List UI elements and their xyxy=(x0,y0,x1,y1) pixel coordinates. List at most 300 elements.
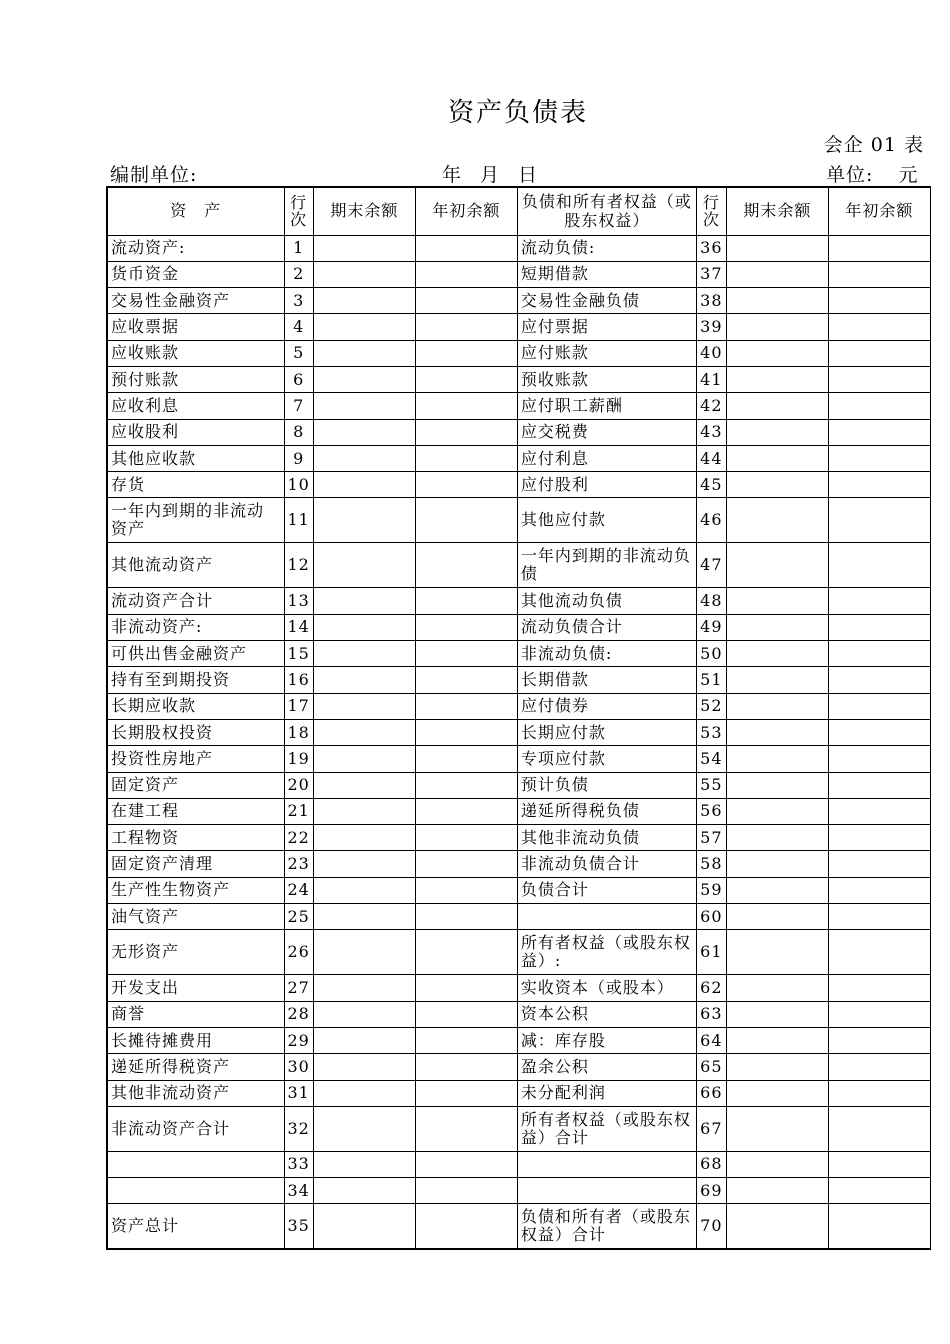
liability-end-balance-cell[interactable] xyxy=(726,235,828,261)
asset-end-balance-cell[interactable] xyxy=(313,366,415,392)
liability-end-balance-cell[interactable] xyxy=(726,877,828,903)
liability-item-label: 其他应付款 xyxy=(517,498,696,543)
asset-row-no: 1 xyxy=(284,235,313,261)
asset-begin-balance-cell[interactable] xyxy=(415,719,517,745)
asset-end-balance-cell[interactable] xyxy=(313,825,415,851)
asset-end-balance-cell[interactable] xyxy=(313,904,415,930)
asset-row-no: 30 xyxy=(284,1054,313,1080)
liability-row-no: 70 xyxy=(696,1204,726,1249)
asset-begin-balance-cell[interactable] xyxy=(415,975,517,1001)
asset-item-label: 长期股权投资 xyxy=(107,719,284,745)
liability-end-balance-cell[interactable] xyxy=(726,1054,828,1080)
liability-end-balance-cell[interactable] xyxy=(726,772,828,798)
table-row xyxy=(107,340,930,366)
asset-end-balance-cell[interactable] xyxy=(313,772,415,798)
liability-item-label xyxy=(517,904,696,930)
asset-item-label: 其他非流动资产 xyxy=(107,1080,284,1106)
asset-item-label: 长期应收款 xyxy=(107,693,284,719)
asset-end-balance-cell[interactable] xyxy=(313,746,415,772)
asset-begin-balance-cell[interactable] xyxy=(415,261,517,287)
table-row xyxy=(107,543,930,588)
liability-begin-balance-cell[interactable] xyxy=(828,772,930,798)
liability-end-balance-cell[interactable] xyxy=(726,1080,828,1106)
liability-item-label: 所有者权益（或股东权 益）合计 xyxy=(517,1106,696,1151)
liability-end-balance-cell[interactable] xyxy=(726,825,828,851)
table-row xyxy=(107,693,930,719)
asset-item-label: 预付账款 xyxy=(107,366,284,392)
liability-row-no: 44 xyxy=(696,445,726,471)
liability-end-balance-cell[interactable] xyxy=(726,1027,828,1053)
liability-item-label: 实收资本（或股本） xyxy=(517,975,696,1001)
asset-end-balance-cell[interactable] xyxy=(313,975,415,1001)
liability-end-balance-cell[interactable] xyxy=(726,261,828,287)
asset-end-balance-cell[interactable] xyxy=(313,851,415,877)
table-row xyxy=(107,314,930,340)
asset-end-balance-cell[interactable] xyxy=(313,1178,415,1204)
asset-item-label: 商誉 xyxy=(107,1001,284,1027)
asset-item-label: 应收票据 xyxy=(107,314,284,340)
asset-row-no: 11 xyxy=(284,498,313,543)
liability-begin-balance-cell[interactable] xyxy=(828,641,930,667)
asset-row-no: 16 xyxy=(284,667,313,693)
asset-begin-balance-cell[interactable] xyxy=(415,877,517,903)
liability-begin-balance-cell[interactable] xyxy=(828,930,930,975)
asset-item-label xyxy=(107,1178,284,1204)
asset-end-balance-cell[interactable] xyxy=(313,1054,415,1080)
liability-begin-balance-cell[interactable] xyxy=(828,1080,930,1106)
liability-begin-balance-cell[interactable] xyxy=(828,340,930,366)
asset-begin-balance-cell[interactable] xyxy=(415,366,517,392)
liability-begin-balance-cell[interactable] xyxy=(828,825,930,851)
asset-begin-balance-cell[interactable] xyxy=(415,288,517,314)
asset-row-no: 4 xyxy=(284,314,313,340)
table-row xyxy=(107,1080,930,1106)
liability-end-balance-cell[interactable] xyxy=(726,1106,828,1151)
liability-end-balance-cell[interactable] xyxy=(726,746,828,772)
table-row xyxy=(107,1178,930,1204)
asset-begin-balance-cell[interactable] xyxy=(415,340,517,366)
liability-row-no: 38 xyxy=(696,288,726,314)
liability-item-label: 负债合计 xyxy=(517,877,696,903)
asset-item-label: 资产总计 xyxy=(107,1204,284,1249)
asset-end-balance-cell[interactable] xyxy=(313,1151,415,1177)
liability-item-label: 减：库存股 xyxy=(517,1027,696,1053)
header-assets: 资 产 xyxy=(107,187,284,235)
table-row xyxy=(107,614,930,640)
header-end-balance: 期末余额 xyxy=(313,187,415,235)
liability-item-label: 流动负债合计 xyxy=(517,614,696,640)
liability-begin-balance-cell[interactable] xyxy=(828,1027,930,1053)
liability-row-no: 39 xyxy=(696,314,726,340)
asset-item-label: 交易性金融资产 xyxy=(107,288,284,314)
table-row xyxy=(107,366,930,392)
liability-end-balance-cell[interactable] xyxy=(726,614,828,640)
asset-item-label: 一年内到期的非流动资产 xyxy=(107,498,284,543)
table-row xyxy=(107,235,930,261)
liability-end-balance-cell[interactable] xyxy=(726,498,828,543)
asset-begin-balance-cell[interactable] xyxy=(415,235,517,261)
asset-begin-balance-cell[interactable] xyxy=(415,393,517,419)
asset-end-balance-cell[interactable] xyxy=(313,930,415,975)
asset-begin-balance-cell[interactable] xyxy=(415,746,517,772)
liability-item-label: 流动负债: xyxy=(517,235,696,261)
asset-item-label: 货币资金 xyxy=(107,261,284,287)
liability-row-no: 69 xyxy=(696,1178,726,1204)
liability-end-balance-cell[interactable] xyxy=(726,366,828,392)
asset-begin-balance-cell[interactable] xyxy=(415,693,517,719)
asset-item-label: 持有至到期投资 xyxy=(107,667,284,693)
liability-begin-balance-cell[interactable] xyxy=(828,472,930,498)
form-code: 会企 01 表 xyxy=(823,134,924,156)
liability-item-label: 预计负债 xyxy=(517,772,696,798)
asset-begin-balance-cell[interactable] xyxy=(415,1054,517,1080)
liability-end-balance-cell[interactable] xyxy=(726,1204,828,1249)
liability-item-label: 应付利息 xyxy=(517,445,696,471)
asset-begin-balance-cell[interactable] xyxy=(415,419,517,445)
liability-item-label: 长期应付款 xyxy=(517,719,696,745)
table-row xyxy=(107,261,930,287)
liability-item-label: 应付股利 xyxy=(517,472,696,498)
asset-begin-balance-cell[interactable] xyxy=(415,1027,517,1053)
asset-item-label: 长摊待摊费用 xyxy=(107,1027,284,1053)
liability-begin-balance-cell[interactable] xyxy=(828,1106,930,1151)
asset-end-balance-cell[interactable] xyxy=(313,719,415,745)
asset-row-no: 19 xyxy=(284,746,313,772)
asset-row-no: 15 xyxy=(284,641,313,667)
liability-begin-balance-cell[interactable] xyxy=(828,288,930,314)
header-begin-balance-2: 年初余额 xyxy=(828,187,930,235)
liability-begin-balance-cell[interactable] xyxy=(828,261,930,287)
liability-end-balance-cell[interactable] xyxy=(726,851,828,877)
asset-begin-balance-cell[interactable] xyxy=(415,667,517,693)
asset-item-label: 生产性生物资产 xyxy=(107,877,284,903)
asset-end-balance-cell[interactable] xyxy=(313,693,415,719)
asset-end-balance-cell[interactable] xyxy=(313,1001,415,1027)
asset-end-balance-cell[interactable] xyxy=(313,445,415,471)
asset-item-label: 应收股利 xyxy=(107,419,284,445)
liability-begin-balance-cell[interactable] xyxy=(828,798,930,824)
liability-row-no: 58 xyxy=(696,851,726,877)
liability-end-balance-cell[interactable] xyxy=(726,445,828,471)
asset-end-balance-cell[interactable] xyxy=(313,314,415,340)
table-row xyxy=(107,393,930,419)
liability-begin-balance-cell[interactable] xyxy=(828,445,930,471)
liability-end-balance-cell[interactable] xyxy=(726,588,828,614)
table-row xyxy=(107,904,930,930)
asset-begin-balance-cell[interactable] xyxy=(415,498,517,543)
liability-end-balance-cell[interactable] xyxy=(726,393,828,419)
asset-begin-balance-cell[interactable] xyxy=(415,314,517,340)
liability-item-label xyxy=(517,1178,696,1204)
liability-item-label: 预收账款 xyxy=(517,366,696,392)
liability-begin-balance-cell[interactable] xyxy=(828,975,930,1001)
asset-row-no: 18 xyxy=(284,719,313,745)
asset-begin-balance-cell[interactable] xyxy=(415,1178,517,1204)
liability-begin-balance-cell[interactable] xyxy=(828,1204,930,1249)
liability-row-no: 47 xyxy=(696,543,726,588)
asset-begin-balance-cell[interactable] xyxy=(415,641,517,667)
asset-end-balance-cell[interactable] xyxy=(313,235,415,261)
asset-end-balance-cell[interactable] xyxy=(313,261,415,287)
liability-begin-balance-cell[interactable] xyxy=(828,693,930,719)
table-row xyxy=(107,975,930,1001)
liability-row-no: 49 xyxy=(696,614,726,640)
asset-begin-balance-cell[interactable] xyxy=(415,588,517,614)
liability-item-label: 应付债券 xyxy=(517,693,696,719)
asset-item-label: 在建工程 xyxy=(107,798,284,824)
liability-item-label: 盈余公积 xyxy=(517,1054,696,1080)
asset-end-balance-cell[interactable] xyxy=(313,1027,415,1053)
liability-end-balance-cell[interactable] xyxy=(726,641,828,667)
liability-row-no: 43 xyxy=(696,419,726,445)
liability-end-balance-cell[interactable] xyxy=(726,543,828,588)
liability-row-no: 66 xyxy=(696,1080,726,1106)
asset-item-label: 无形资产 xyxy=(107,930,284,975)
asset-begin-balance-cell[interactable] xyxy=(415,472,517,498)
asset-end-balance-cell[interactable] xyxy=(313,543,415,588)
asset-end-balance-cell[interactable] xyxy=(313,288,415,314)
asset-end-balance-cell[interactable] xyxy=(313,588,415,614)
table-row xyxy=(107,588,930,614)
liability-end-balance-cell[interactable] xyxy=(726,288,828,314)
liability-begin-balance-cell[interactable] xyxy=(828,366,930,392)
table-row xyxy=(107,1204,930,1249)
liability-item-label: 应交税费 xyxy=(517,419,696,445)
header-row xyxy=(107,187,930,235)
asset-item-label: 开发支出 xyxy=(107,975,284,1001)
liability-item-label: 专项应付款 xyxy=(517,746,696,772)
liability-begin-balance-cell[interactable] xyxy=(828,746,930,772)
liability-item-label: 其他流动负债 xyxy=(517,588,696,614)
liability-row-no: 54 xyxy=(696,746,726,772)
table-row xyxy=(107,472,930,498)
table-row xyxy=(107,851,930,877)
asset-row-no: 2 xyxy=(284,261,313,287)
table-row xyxy=(107,719,930,745)
asset-end-balance-cell[interactable] xyxy=(313,641,415,667)
liability-begin-balance-cell[interactable] xyxy=(828,719,930,745)
table-row xyxy=(107,746,930,772)
asset-row-no: 10 xyxy=(284,472,313,498)
liability-begin-balance-cell[interactable] xyxy=(828,419,930,445)
liability-row-no: 62 xyxy=(696,975,726,1001)
asset-end-balance-cell[interactable] xyxy=(313,340,415,366)
liability-begin-balance-cell[interactable] xyxy=(828,1178,930,1204)
liability-end-balance-cell[interactable] xyxy=(726,693,828,719)
liability-begin-balance-cell[interactable] xyxy=(828,543,930,588)
asset-item-label: 投资性房地产 xyxy=(107,746,284,772)
liability-item-label: 应付账款 xyxy=(517,340,696,366)
liability-end-balance-cell[interactable] xyxy=(726,719,828,745)
liability-item-label: 负债和所有者（或股东权益）合计 xyxy=(517,1204,696,1249)
liability-item-label: 应付职工薪酬 xyxy=(517,393,696,419)
asset-item-label xyxy=(107,1151,284,1177)
table-row xyxy=(107,877,930,903)
asset-row-no: 8 xyxy=(284,419,313,445)
liability-row-no: 51 xyxy=(696,667,726,693)
liability-begin-balance-cell[interactable] xyxy=(828,498,930,543)
liability-begin-balance-cell[interactable] xyxy=(828,667,930,693)
asset-begin-balance-cell[interactable] xyxy=(415,445,517,471)
asset-begin-balance-cell[interactable] xyxy=(415,1204,517,1249)
liability-end-balance-cell[interactable] xyxy=(726,904,828,930)
asset-end-balance-cell[interactable] xyxy=(313,1204,415,1249)
liability-begin-balance-cell[interactable] xyxy=(828,235,930,261)
asset-item-label: 流动资产合计 xyxy=(107,588,284,614)
asset-begin-balance-cell[interactable] xyxy=(415,798,517,824)
liability-row-no: 53 xyxy=(696,719,726,745)
asset-begin-balance-cell[interactable] xyxy=(415,1001,517,1027)
asset-end-balance-cell[interactable] xyxy=(313,393,415,419)
table-row xyxy=(107,667,930,693)
asset-item-label: 其他应收款 xyxy=(107,445,284,471)
asset-end-balance-cell[interactable] xyxy=(313,472,415,498)
asset-row-no: 20 xyxy=(284,772,313,798)
header-row-no: 行次 xyxy=(284,187,313,235)
liability-begin-balance-cell[interactable] xyxy=(828,904,930,930)
liability-end-balance-cell[interactable] xyxy=(726,975,828,1001)
liability-begin-balance-cell[interactable] xyxy=(828,393,930,419)
liability-begin-balance-cell[interactable] xyxy=(828,614,930,640)
asset-end-balance-cell[interactable] xyxy=(313,614,415,640)
liability-begin-balance-cell[interactable] xyxy=(828,851,930,877)
liability-item-label: 资本公积 xyxy=(517,1001,696,1027)
table-row xyxy=(107,419,930,445)
liability-begin-balance-cell[interactable] xyxy=(828,1001,930,1027)
table-row xyxy=(107,1054,930,1080)
asset-end-balance-cell[interactable] xyxy=(313,1106,415,1151)
liability-item-label: 递延所得税负债 xyxy=(517,798,696,824)
asset-row-no: 5 xyxy=(284,340,313,366)
header-end-balance-2: 期末余额 xyxy=(726,187,828,235)
table-row xyxy=(107,1001,930,1027)
asset-row-no: 27 xyxy=(284,975,313,1001)
liability-end-balance-cell[interactable] xyxy=(726,1001,828,1027)
liability-row-no: 67 xyxy=(696,1106,726,1151)
liability-end-balance-cell[interactable] xyxy=(726,1178,828,1204)
liability-row-no: 50 xyxy=(696,641,726,667)
liability-end-balance-cell[interactable] xyxy=(726,472,828,498)
asset-end-balance-cell[interactable] xyxy=(313,877,415,903)
liability-row-no: 41 xyxy=(696,366,726,392)
liability-end-balance-cell[interactable] xyxy=(726,930,828,975)
asset-row-no: 25 xyxy=(284,904,313,930)
asset-begin-balance-cell[interactable] xyxy=(415,1151,517,1177)
asset-row-no: 22 xyxy=(284,825,313,851)
asset-row-no: 29 xyxy=(284,1027,313,1053)
asset-item-label: 工程物资 xyxy=(107,825,284,851)
asset-row-no: 32 xyxy=(284,1106,313,1151)
liability-item-label: 未分配利润 xyxy=(517,1080,696,1106)
liability-row-no: 45 xyxy=(696,472,726,498)
liability-end-balance-cell[interactable] xyxy=(726,667,828,693)
liability-begin-balance-cell[interactable] xyxy=(828,1151,930,1177)
asset-item-label: 固定资产 xyxy=(107,772,284,798)
liability-row-no: 48 xyxy=(696,588,726,614)
currency-unit-label: 单位: 元 xyxy=(826,164,919,186)
liability-end-balance-cell[interactable] xyxy=(726,419,828,445)
liability-row-no: 65 xyxy=(696,1054,726,1080)
liability-begin-balance-cell[interactable] xyxy=(828,877,930,903)
liability-end-balance-cell[interactable] xyxy=(726,1151,828,1177)
asset-begin-balance-cell[interactable] xyxy=(415,614,517,640)
asset-item-label: 非流动资产: xyxy=(107,614,284,640)
liability-row-no: 64 xyxy=(696,1027,726,1053)
liability-row-no: 37 xyxy=(696,261,726,287)
asset-item-label: 油气资产 xyxy=(107,904,284,930)
asset-end-balance-cell[interactable] xyxy=(313,798,415,824)
liability-item-label: 所有者权益（或股东权益）: xyxy=(517,930,696,975)
asset-row-no: 21 xyxy=(284,798,313,824)
liability-item-label: 其他非流动负债 xyxy=(517,825,696,851)
table-row xyxy=(107,641,930,667)
preparing-unit-label: 编制单位: xyxy=(110,164,198,186)
liability-row-no: 60 xyxy=(696,904,726,930)
table-row xyxy=(107,1151,930,1177)
liability-begin-balance-cell[interactable] xyxy=(828,314,930,340)
asset-item-label: 非流动资产合计 xyxy=(107,1106,284,1151)
header-row-no-2: 行次 xyxy=(696,187,726,235)
asset-row-no: 23 xyxy=(284,851,313,877)
table-row xyxy=(107,825,930,851)
table-row xyxy=(107,288,930,314)
table-row xyxy=(107,1027,930,1053)
liability-row-no: 52 xyxy=(696,693,726,719)
asset-begin-balance-cell[interactable] xyxy=(415,825,517,851)
liability-item-label xyxy=(517,1151,696,1177)
liability-end-balance-cell[interactable] xyxy=(726,340,828,366)
table-row xyxy=(107,445,930,471)
table-row xyxy=(107,1106,930,1151)
liability-end-balance-cell[interactable] xyxy=(726,798,828,824)
asset-row-no: 7 xyxy=(284,393,313,419)
asset-begin-balance-cell[interactable] xyxy=(415,930,517,975)
liability-row-no: 42 xyxy=(696,393,726,419)
asset-item-label: 其他流动资产 xyxy=(107,543,284,588)
liability-row-no: 57 xyxy=(696,825,726,851)
asset-row-no: 13 xyxy=(284,588,313,614)
asset-begin-balance-cell[interactable] xyxy=(415,904,517,930)
asset-end-balance-cell[interactable] xyxy=(313,419,415,445)
liability-end-balance-cell[interactable] xyxy=(726,314,828,340)
asset-end-balance-cell[interactable] xyxy=(313,498,415,543)
asset-row-no: 3 xyxy=(284,288,313,314)
asset-begin-balance-cell[interactable] xyxy=(415,543,517,588)
asset-end-balance-cell[interactable] xyxy=(313,1080,415,1106)
asset-item-label: 存货 xyxy=(107,472,284,498)
table-row xyxy=(107,772,930,798)
asset-begin-balance-cell[interactable] xyxy=(415,1080,517,1106)
asset-item-label: 流动资产: xyxy=(107,235,284,261)
liability-row-no: 59 xyxy=(696,877,726,903)
liability-row-no: 46 xyxy=(696,498,726,543)
liability-row-no: 40 xyxy=(696,340,726,366)
table-row xyxy=(107,930,930,975)
liability-begin-balance-cell[interactable] xyxy=(828,588,930,614)
liability-item-label: 短期借款 xyxy=(517,261,696,287)
liability-row-no: 56 xyxy=(696,798,726,824)
liability-row-no: 55 xyxy=(696,772,726,798)
asset-end-balance-cell[interactable] xyxy=(313,667,415,693)
asset-row-no: 9 xyxy=(284,445,313,471)
asset-begin-balance-cell[interactable] xyxy=(415,1106,517,1151)
asset-item-label: 可供出售金融资产 xyxy=(107,641,284,667)
header-liabilities-equity: 负债和所有者权益（或股东权益） xyxy=(517,187,696,235)
liability-begin-balance-cell[interactable] xyxy=(828,1054,930,1080)
asset-begin-balance-cell[interactable] xyxy=(415,851,517,877)
asset-item-label: 固定资产清理 xyxy=(107,851,284,877)
asset-begin-balance-cell[interactable] xyxy=(415,772,517,798)
